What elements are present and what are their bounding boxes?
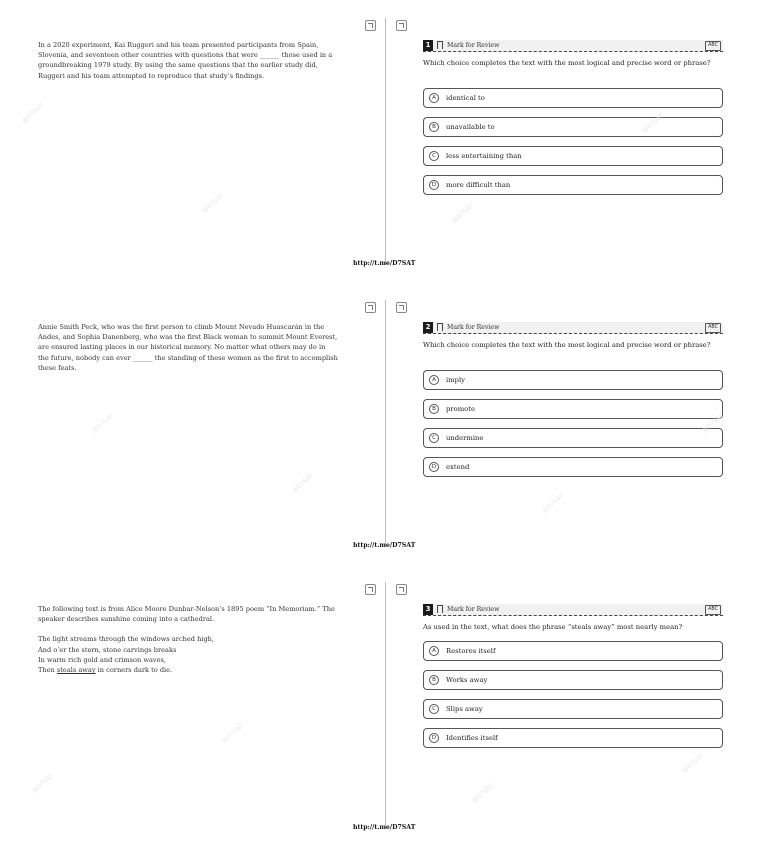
abc-eliminator-icon[interactable]: ABC (705, 323, 721, 333)
mark-for-review-button[interactable]: Mark for Review (447, 324, 500, 331)
question-header (423, 604, 723, 616)
choice-text: Works away (446, 676, 488, 684)
expand-passage-icon[interactable] (365, 302, 376, 313)
question-number: 1 (423, 40, 433, 51)
mark-for-review-button[interactable]: Mark for Review (447, 42, 500, 49)
question-prompt: As used in the text, what does the phrase “steals away” most nearly mean? (423, 623, 683, 631)
abc-eliminator-icon[interactable]: ABC (705, 41, 721, 51)
choice-letter: A (429, 93, 439, 103)
choice-letter: B (429, 675, 439, 685)
question-panel-1 (0, 0, 768, 282)
choice-b[interactable] (423, 399, 723, 419)
choice-letter: A (429, 375, 439, 385)
abc-eliminator-icon[interactable]: ABC (705, 605, 721, 615)
question-number: 3 (423, 604, 433, 615)
watermark: @D7SAT (90, 412, 115, 435)
choice-b[interactable] (423, 670, 723, 690)
choice-letter: B (429, 404, 439, 414)
choice-letter: C (429, 151, 439, 161)
poem-line: And o’er the stern, stone carvings breaks (38, 645, 177, 654)
choice-text: Restores itself (446, 647, 496, 655)
watermark: @D7SAT (220, 722, 245, 745)
choice-c[interactable] (423, 699, 723, 719)
choice-a[interactable] (423, 370, 723, 390)
choice-text: more difficult than (446, 181, 511, 189)
choice-d[interactable] (423, 457, 723, 477)
bookmark-icon[interactable] (437, 323, 443, 331)
passage-intro: The following text is from Alice Moore Dunbar-Nelson’s 1895 poem “In Memoriam.” The speaker describes sunshine coming into a cathedral. (38, 605, 335, 624)
choice-d[interactable] (423, 728, 723, 748)
choice-text: undermine (446, 434, 484, 442)
watermark: @D7SAT (680, 752, 705, 775)
expand-question-icon[interactable] (396, 302, 407, 313)
poem-line: In warm rich gold and crimson waves, (38, 655, 167, 664)
watermark: @D7SAT (470, 782, 495, 805)
choice-letter: C (429, 704, 439, 714)
passage-text (38, 322, 338, 373)
watermark: @D7SAT (290, 472, 315, 495)
watermark: @D7SAT (20, 102, 45, 125)
question-panel-2 (0, 282, 768, 564)
expand-passage-icon[interactable] (365, 20, 376, 31)
panel-divider[interactable] (385, 18, 386, 264)
footer-link[interactable]: http://t.me/D7SAT (353, 542, 416, 549)
choice-text: Identifies itself (446, 734, 498, 742)
watermark: @D7SAT (700, 412, 725, 435)
watermark: @D7SAT (30, 772, 55, 795)
choice-a[interactable] (423, 641, 723, 661)
question-panel-3 (0, 564, 768, 846)
watermark: @D7SAT (450, 202, 475, 225)
choice-b[interactable] (423, 117, 723, 137)
panel-divider[interactable] (385, 300, 386, 546)
choice-letter: D (429, 180, 439, 190)
watermark: @D7SAT (640, 112, 665, 135)
choice-letter: B (429, 122, 439, 132)
choice-text: Slips away (446, 705, 483, 713)
choice-letter: A (429, 646, 439, 656)
choice-text: identical to (446, 94, 485, 102)
poem-text: Then (38, 666, 57, 675)
choice-text: unavailable to (446, 123, 495, 131)
passage-text (38, 604, 338, 675)
poem-line (38, 665, 338, 675)
poem-line: The light streams through the windows arched high, (38, 635, 215, 644)
choice-letter: C (429, 433, 439, 443)
choice-text: imply (446, 376, 465, 384)
choice-d[interactable] (423, 175, 723, 195)
mark-for-review-button[interactable]: Mark for Review (447, 606, 500, 613)
expand-question-icon[interactable] (396, 584, 407, 595)
question-prompt: Which choice completes the text with the most logical and precise word or phrase? (423, 59, 711, 67)
footer-link[interactable]: http://t.me/D7SAT (353, 824, 416, 831)
footer-link[interactable]: http://t.me/D7SAT (353, 260, 416, 267)
underlined-phrase: steals away (56, 666, 96, 675)
passage-text (38, 40, 338, 81)
panel-divider[interactable] (385, 582, 386, 828)
bookmark-icon[interactable] (437, 605, 443, 613)
question-header (423, 322, 723, 334)
choice-letter: D (429, 733, 439, 743)
choice-letter: D (429, 462, 439, 472)
bookmark-icon[interactable] (437, 41, 443, 49)
choice-text: promote (446, 405, 475, 413)
passage-paragraph: Annie Smith Peck, who was the first person to climb Mount Nevado Huascarán in the Andes, and Sophia Danenberg, who was the first Black woman to summit Mount Everest, are ensured lasting places in our historical memory. No matter what others may do in the future, nobody can ever ______ the standing of these women as the first to accomplish these feats. (38, 323, 338, 372)
poem-text: in corners dark to die. (95, 666, 173, 675)
choice-a[interactable] (423, 88, 723, 108)
question-header (423, 40, 723, 52)
choice-text: less entertaining than (446, 152, 522, 160)
passage-paragraph: In a 2020 experiment, Kai Ruggeri and his team presented participants from Spain, Slovenia, and seventeen other countries with questions that were ______ those used in a groundbreaking 1979 study. By using the same questions that the earlier study did, Ruggeri and his team attempted to reproduce that study’s findings. (38, 41, 333, 80)
choice-c[interactable] (423, 146, 723, 166)
choice-c[interactable] (423, 428, 723, 448)
watermark: @D7SAT (540, 492, 565, 515)
expand-passage-icon[interactable] (365, 584, 376, 595)
question-prompt: Which choice completes the text with the most logical and precise word or phrase? (423, 341, 711, 349)
watermark: @D7SAT (200, 192, 225, 215)
question-number: 2 (423, 322, 433, 333)
choice-text: extend (446, 463, 470, 471)
expand-question-icon[interactable] (396, 20, 407, 31)
